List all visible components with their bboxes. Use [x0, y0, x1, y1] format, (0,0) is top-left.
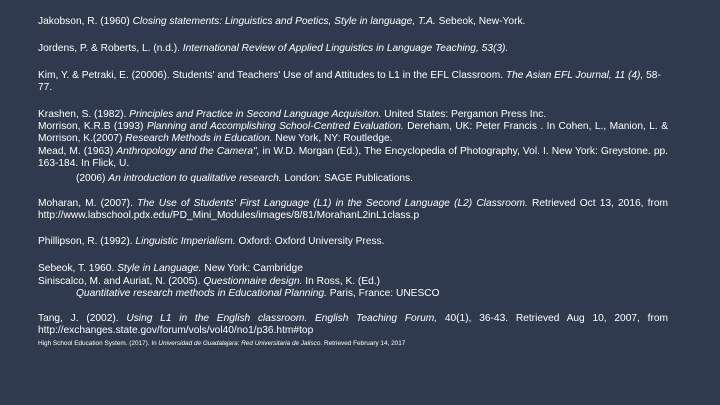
reference-jakobson [38, 16, 668, 28]
ref-text: 58-77. [38, 70, 661, 94]
ref-text: Phillipson, R. (1992). [38, 236, 136, 247]
reference-flick [38, 173, 706, 185]
ref-text: Tang, J. (2002). [38, 313, 127, 324]
ref-title: Linguistic Imperialism. [135, 236, 236, 247]
reference-mead [38, 146, 668, 171]
reference-moharan [38, 198, 668, 223]
ref-title: An introduction to qualitative research. [108, 173, 282, 184]
reference-krashen [38, 109, 668, 121]
ref-text: New York, NY: Routledge. [272, 133, 393, 145]
ref-text: . Retrieved February 14, 2017 [320, 340, 406, 347]
ref-text: Kim, Y. & Petraki, E. (20006). Students' and Teachers' Use of and Attitudes to L1 in the EFL Classroom. [38, 70, 506, 81]
reference-jordens [38, 43, 668, 55]
ref-title: The Use of Students' First Language (L1) in the Second Language (L2) Classroom. [137, 198, 528, 209]
reference-sebeok [38, 263, 668, 275]
ref-text: High School Education System. (2017). In [38, 340, 159, 347]
ref-text: Dereham, UK: Peter Francis . In Cohen, L., Manion, L. & Morrison, K.(2007) [38, 121, 668, 145]
ref-title: Quantitative research methods in Educational Planning. [76, 288, 327, 299]
ref-text: In Ross, K. (Ed.) [302, 276, 381, 287]
ref-title: Research Methods in Education. [125, 133, 273, 145]
ref-text: Moharan, M. (2007). [38, 198, 138, 209]
ref-title: Principles and Practice in Second Language Acquisiton. [129, 109, 382, 120]
ref-title: Universidad de Guadalajara: Red Universitaria de Jalisco [158, 340, 321, 347]
reference-morrison [38, 121, 668, 146]
ref-title: Style in Language. [117, 263, 202, 274]
ref-text: Sebeok, T. 1960. [38, 263, 118, 274]
ref-text: London: SAGE Publications. [281, 173, 413, 184]
ref-text: Jakobson, R. (1960) [38, 16, 133, 27]
ref-text: New York: Cambridge [201, 263, 303, 274]
ref-title: Using L1 in the English classroom. English Teaching Forum, [126, 313, 438, 324]
ref-text: (2006) [76, 173, 109, 184]
ref-text: Retrieved Oct 13, 2016, from http://www.labschool.pdx.edu/PD_Mini_Modules/images/8/81/MorahanL2inL1class.p [38, 198, 668, 222]
ref-title: Anthropology and the Camera", [116, 146, 260, 157]
ref-text: in W.D. Morgan (Ed.), The Encyclopedia of Photography, Vol. I. New York: Greystone. pp. 163-184. In Flick, U. [38, 146, 668, 170]
reference-siniscalco [38, 276, 668, 288]
ref-title: The Asian EFL Journal, 11 (4), [505, 70, 644, 81]
ref-text: Krashen, S. (1982). [38, 109, 130, 120]
reference-phillipson [38, 236, 668, 248]
ref-text: Siniscalco, M. and Auriat, N. (2005). [38, 276, 204, 287]
ref-text: Sebeok, New-York. [435, 16, 526, 27]
ref-title: Closing statements: Linguistics and Poetics, Style in language, T.A. [132, 16, 436, 27]
ref-text: Mead, M. (1963) [38, 146, 117, 157]
ref-text: United States: Pergamon Press Inc. [381, 109, 547, 120]
ref-text: 40(1), 36-43. Retrieved Aug 10, 2007, from http://exchanges.state.gov/forum/vols/vol40/no1/p36.htm#top [38, 313, 668, 337]
ref-title: Planning and Accomplishing School-Centred Evaluation. [146, 121, 404, 132]
ref-text: Jordens, P. & Roberts, L. (n.d.). [38, 43, 183, 54]
ref-text: Paris, France: UNESCO [326, 288, 440, 299]
reference-kim [38, 70, 670, 95]
ref-title: International Review of Applied Linguistics in Language Teaching, 53(3). [182, 43, 509, 54]
reference-siniscalco-cont [38, 288, 706, 300]
reference-high-school [38, 340, 668, 348]
reference-tang [38, 313, 668, 338]
ref-text: Morrison, K.R.B (1993) [38, 121, 147, 132]
ref-text: Oxford: Oxford University Press. [235, 236, 385, 247]
ref-title: Questionnaire design. [203, 276, 303, 287]
